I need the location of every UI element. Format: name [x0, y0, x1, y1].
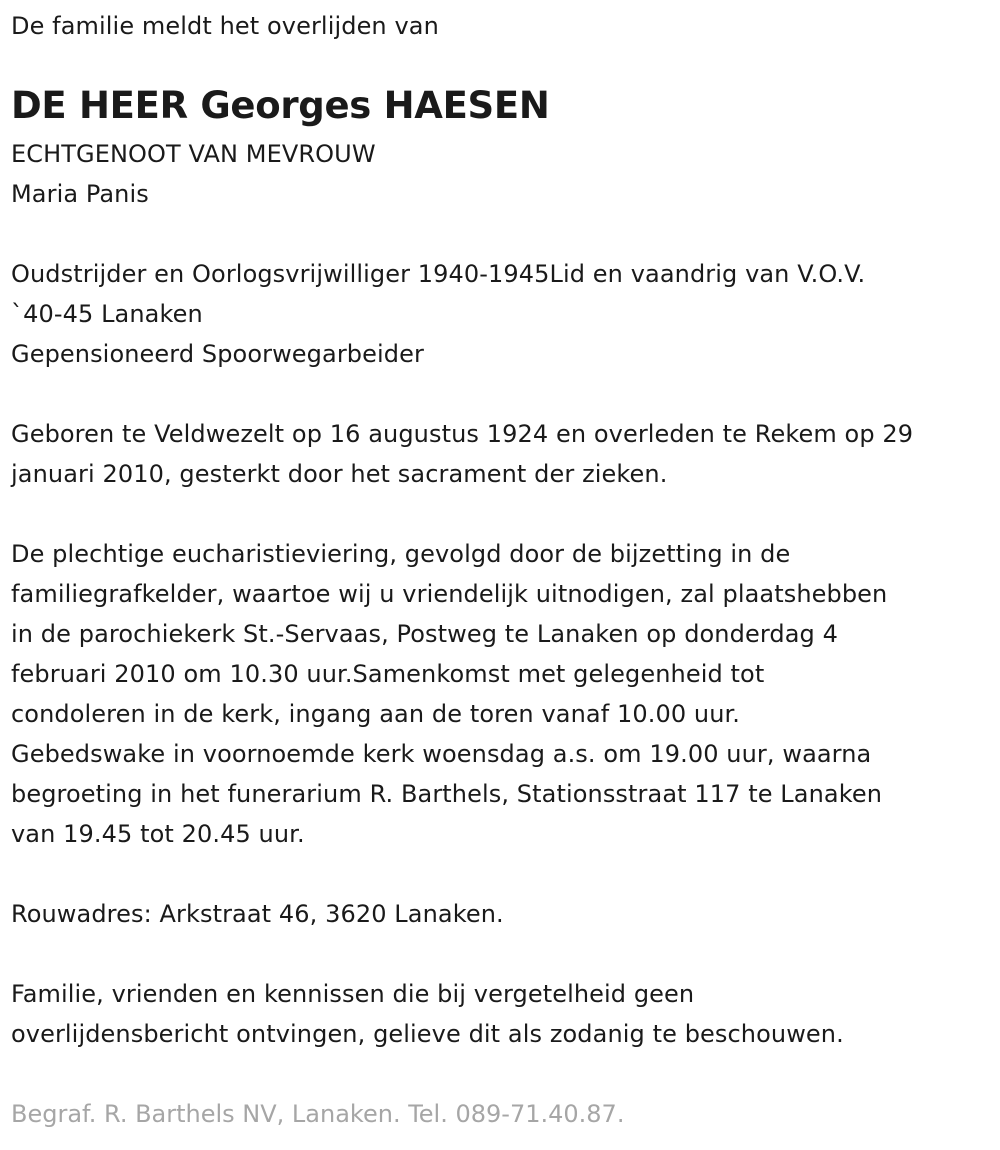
funeral-service-line: februari 2010 om 10.30 uur.Samenkomst met gelegenheid tot	[11, 660, 765, 688]
roles-line: Gepensioneerd Spoorwegarbeider	[11, 340, 424, 368]
roles-line: `40-45 Lanaken	[11, 300, 203, 328]
funeral-service-line: De plechtige eucharistieviering, gevolgd door de bijzetting in de	[11, 540, 791, 568]
birth-death-block	[11, 414, 913, 494]
family-notice-line: overlijdensbericht ontvingen, gelieve dit als zodanig te beschouwen.	[11, 1020, 844, 1048]
birth-death-line: januari 2010, gesterkt door het sacrament der zieken.	[11, 460, 668, 488]
deceased-name: DE HEER Georges HAESEN	[11, 84, 550, 127]
funeral-service-line: condoleren in de kerk, ingang aan de toren vanaf 10.00 uur.	[11, 700, 741, 728]
spouse-line: ECHTGENOOT VAN MEVROUW	[11, 140, 376, 168]
family-notice-block	[11, 974, 844, 1054]
family-notice-line: Familie, vrienden en kennissen die bij vergetelheid geen	[11, 980, 695, 1008]
funeral-home-footer: Begraf. R. Barthels NV, Lanaken. Tel. 089-71.40.87.	[11, 1100, 625, 1128]
spouse-block	[11, 134, 376, 214]
roles-line: Oudstrijder en Oorlogsvrijwilliger 1940-1945Lid en vaandrig van V.O.V.	[11, 260, 866, 288]
funeral-service-line: Gebedswake in voornoemde kerk woensdag a.s. om 19.00 uur, waarna	[11, 740, 872, 768]
intro-text: De familie meldt het overlijden van	[11, 12, 439, 40]
funeral-service-line: begroeting in het funerarium R. Barthels, Stationsstraat 117 te Lanaken	[11, 780, 883, 808]
funeral-service-block	[11, 534, 887, 854]
roles-block	[11, 254, 865, 374]
funeral-service-line: familiegrafkelder, waartoe wij u vriendelijk uitnodigen, zal plaatshebben	[11, 580, 888, 608]
funeral-service-line: van 19.45 tot 20.45 uur.	[11, 820, 305, 848]
funeral-service-line: in de parochiekerk St.-Servaas, Postweg te Lanaken op donderdag 4	[11, 620, 838, 648]
birth-death-line: Geboren te Veldwezelt op 16 augustus 1924 en overleden te Rekem op 29	[11, 420, 914, 448]
mourning-address-block	[11, 894, 504, 934]
mourning-address-line: Rouwadres: Arkstraat 46, 3620 Lanaken.	[11, 900, 504, 928]
spouse-line: Maria Panis	[11, 180, 149, 208]
